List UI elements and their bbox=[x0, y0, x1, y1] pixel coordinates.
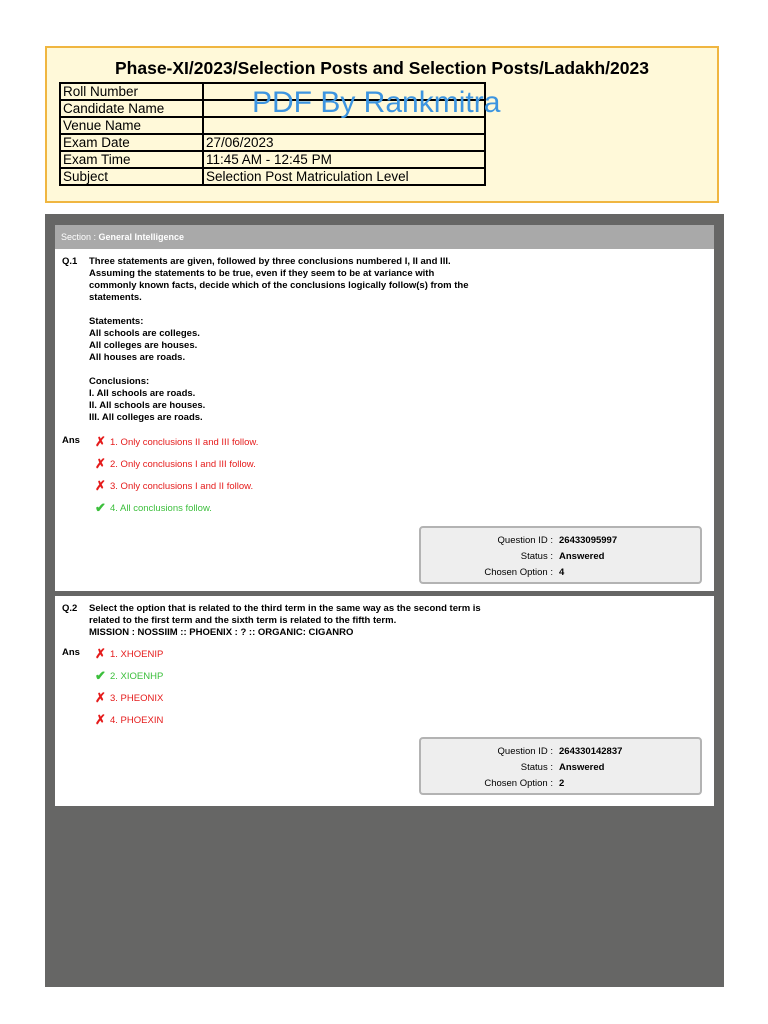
question-card bbox=[55, 249, 714, 591]
statement-line: All schools are colleges. bbox=[89, 328, 200, 339]
question-id-label: Question ID : bbox=[497, 746, 553, 757]
question-line: Assuming the statements to be true, even if they seem to be at variance with bbox=[89, 268, 435, 279]
answer-option bbox=[95, 478, 253, 494]
section-bar bbox=[55, 225, 714, 249]
info-label: Subject bbox=[60, 168, 203, 185]
cross-mark-icon: ✗ bbox=[95, 456, 106, 471]
question-number: Q.1 bbox=[62, 256, 78, 267]
status-label: Status : bbox=[520, 762, 553, 773]
conclusion-line: II. All schools are houses. bbox=[89, 400, 206, 411]
info-row bbox=[60, 151, 485, 168]
question-line: commonly known facts, decide which of the conclusions logically follow(s) from the bbox=[89, 280, 469, 291]
statements-heading: Statements: bbox=[89, 316, 144, 327]
ans-label: Ans bbox=[62, 435, 80, 446]
status-value: Answered bbox=[559, 762, 605, 773]
question-id-value: 264330142837 bbox=[559, 746, 623, 757]
question-id-label: Question ID : bbox=[497, 535, 553, 546]
response-panel bbox=[45, 214, 724, 987]
cross-mark-icon: ✗ bbox=[95, 690, 106, 705]
info-label: Exam Date bbox=[60, 134, 203, 151]
answer-option bbox=[95, 500, 212, 516]
conclusion-line: III. All colleges are roads. bbox=[89, 412, 203, 423]
statement-line: All colleges are houses. bbox=[89, 340, 198, 351]
answer-option bbox=[95, 690, 163, 706]
question-id-value: 26433095997 bbox=[559, 535, 618, 546]
cross-mark-icon: ✗ bbox=[95, 712, 106, 727]
option-text: 3. Only conclusions I and II follow. bbox=[110, 481, 254, 492]
check-mark-icon: ✔ bbox=[95, 500, 106, 515]
answer-option bbox=[95, 712, 163, 728]
option-text: 1. Only conclusions II and III follow. bbox=[110, 437, 259, 448]
info-label: Candidate Name bbox=[60, 100, 203, 117]
conclusion-line: I. All schools are roads. bbox=[89, 388, 196, 399]
question-text bbox=[89, 603, 519, 639]
question-status-box bbox=[419, 526, 702, 584]
question-number: Q.2 bbox=[62, 603, 78, 614]
info-label: Roll Number bbox=[60, 83, 203, 100]
option-text: 4. All conclusions follow. bbox=[110, 503, 212, 514]
conclusions-heading: Conclusions: bbox=[89, 376, 150, 387]
answer-option bbox=[95, 646, 163, 662]
option-text: 2. Only conclusions I and III follow. bbox=[110, 459, 256, 470]
question-line: Three statements are given, followed by three conclusions numbered I, II and III. bbox=[89, 256, 451, 267]
question-card bbox=[55, 596, 714, 806]
ans-label: Ans bbox=[62, 647, 80, 658]
answer-option bbox=[95, 668, 163, 684]
question-line: statements. bbox=[89, 292, 142, 303]
cross-mark-icon: ✗ bbox=[95, 434, 106, 449]
question-line: Select the option that is related to the third term in the same way as the second term is bbox=[89, 603, 481, 614]
question-text bbox=[89, 256, 519, 424]
info-label: Exam Time bbox=[60, 151, 203, 168]
section-prefix: Section : bbox=[61, 232, 99, 242]
answer-option bbox=[95, 434, 258, 450]
info-label: Venue Name bbox=[60, 117, 203, 134]
info-row bbox=[60, 134, 485, 151]
statement-line: All houses are roads. bbox=[89, 352, 186, 363]
cross-mark-icon: ✗ bbox=[95, 646, 106, 661]
chosen-option-label: Chosen Option : bbox=[484, 567, 553, 578]
chosen-option-value: 4 bbox=[559, 567, 565, 578]
check-mark-icon: ✔ bbox=[95, 668, 106, 683]
chosen-option-value: 2 bbox=[559, 778, 565, 789]
section-name: General Intelligence bbox=[98, 232, 185, 242]
info-value: 11:45 AM - 12:45 PM bbox=[203, 151, 485, 168]
option-text: 2. XIOENHP bbox=[110, 671, 164, 682]
info-row bbox=[60, 168, 485, 185]
question-line: related to the first term and the sixth term is related to the fifth term. bbox=[89, 615, 397, 626]
exam-header bbox=[45, 46, 719, 203]
option-text: 3. PHEONIX bbox=[110, 693, 164, 704]
chosen-option-label: Chosen Option : bbox=[484, 778, 553, 789]
question-line: MISSION : NOSSIIM :: PHOENIX : ? :: ORGANIC: CIGANRO bbox=[89, 627, 354, 638]
info-value: 27/06/2023 bbox=[203, 134, 485, 151]
question-status-box bbox=[419, 737, 702, 795]
exam-title: Phase-XI/2023/Selection Posts and Selection Posts/Ladakh/2023 bbox=[115, 58, 649, 78]
answer-option bbox=[95, 456, 256, 472]
option-text: 4. PHOEXIN bbox=[110, 715, 164, 726]
cross-mark-icon: ✗ bbox=[95, 478, 106, 493]
info-value: Selection Post Matriculation Level bbox=[203, 168, 485, 185]
status-label: Status : bbox=[520, 551, 553, 562]
watermark-text: PDF By Rankmitra bbox=[252, 86, 501, 119]
option-text: 1. XHOENIP bbox=[110, 649, 164, 660]
status-value: Answered bbox=[559, 551, 605, 562]
